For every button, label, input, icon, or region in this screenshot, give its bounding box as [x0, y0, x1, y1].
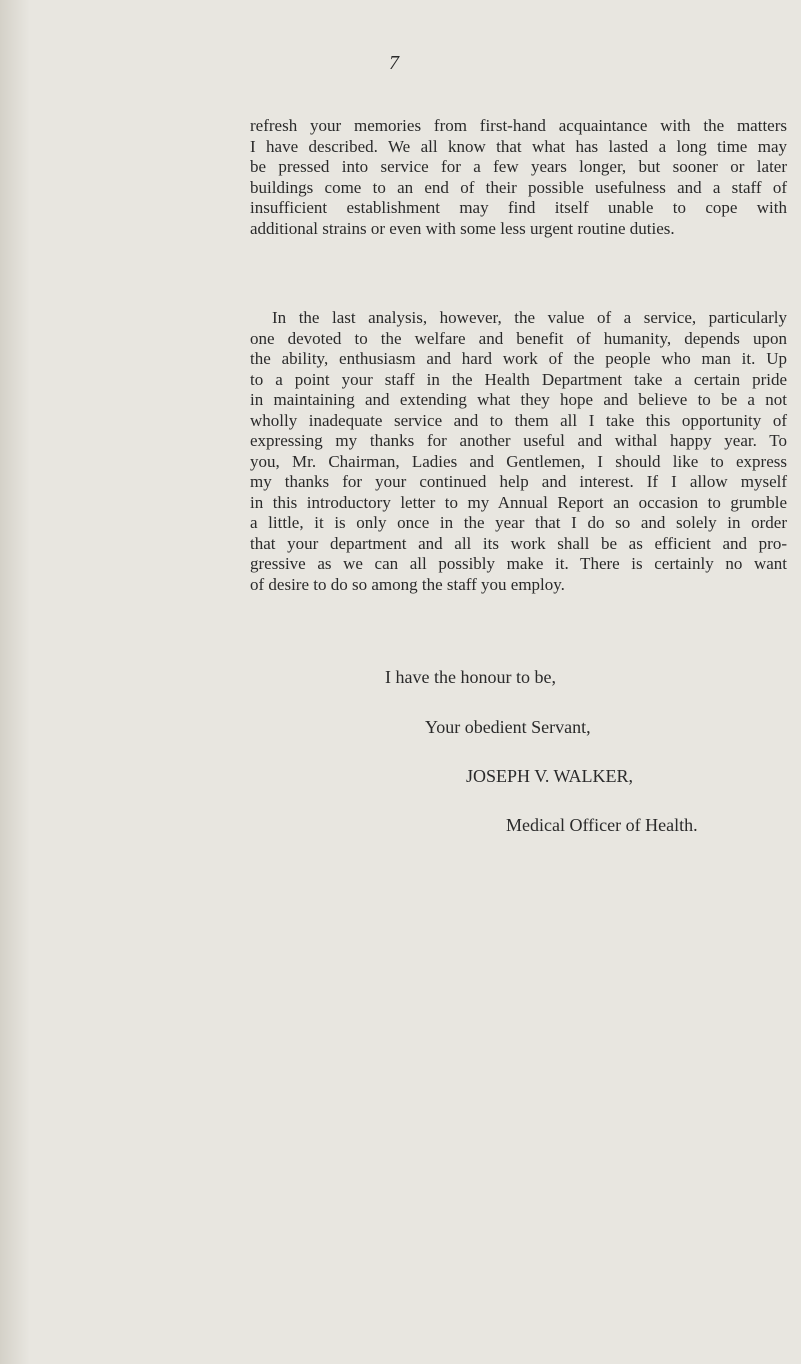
text-line: to a point your staff in the Health Department take a certain pride	[250, 369, 787, 389]
text-line: wholly inadequate service and to them all I take this opportunity of	[250, 410, 787, 430]
salutation: I have the honour to be,	[385, 667, 556, 687]
text-line: my thanks for your continued help and interest. If I allow myself	[250, 472, 787, 491]
text-line: the ability, enthusiasm and hard work of the people who man it. Up	[250, 349, 787, 368]
text-line: that your department and all its work shall be as efficient and pro-	[250, 533, 787, 553]
signatory-title: Medical Officer of Health.	[506, 815, 698, 835]
text-line: of desire to do so among the staff you employ.	[250, 574, 565, 594]
text-line: additional strains or even with some less urgent routine duties.	[250, 218, 675, 238]
paragraph-1	[250, 116, 787, 239]
text-line: in maintaining and extending what they hope and believe to be a not	[250, 390, 787, 409]
text-line: in this introductory letter to my Annual Report an occasion to grumble	[250, 492, 787, 512]
text-line: refresh your memories from first-hand acquaintance with the matters	[250, 116, 787, 135]
text-line: insufficient establishment may find itself unable to cope with	[250, 198, 787, 217]
text-line: be pressed into service for a few years longer, but sooner or later	[250, 157, 787, 176]
signatory-name: JOSEPH V. WALKER,	[466, 766, 634, 786]
text-line: I have described. We all know that what has lasted a long time may	[250, 136, 787, 156]
text-line: you, Mr. Chairman, Ladies and Gentlemen, I should like to express	[250, 451, 787, 471]
text-line: In the last analysis, however, the value of a service, particularly	[272, 308, 787, 327]
text-line: gressive as we can all possibly make it. There is certainly no want	[250, 554, 787, 573]
text-line: expressing my thanks for another useful and withal happy year. To	[250, 431, 787, 450]
text-line: a little, it is only once in the year that I do so and solely in order	[250, 513, 787, 532]
paragraph-2	[250, 308, 787, 595]
valediction: Your obedient Servant,	[425, 717, 591, 737]
text-line: buildings come to an end of their possible usefulness and a staff of	[250, 177, 787, 197]
text-line: one devoted to the welfare and benefit of humanity, depends upon	[250, 328, 787, 348]
scan-edge-shadow	[0, 0, 30, 1364]
page-number: 7	[389, 52, 399, 74]
